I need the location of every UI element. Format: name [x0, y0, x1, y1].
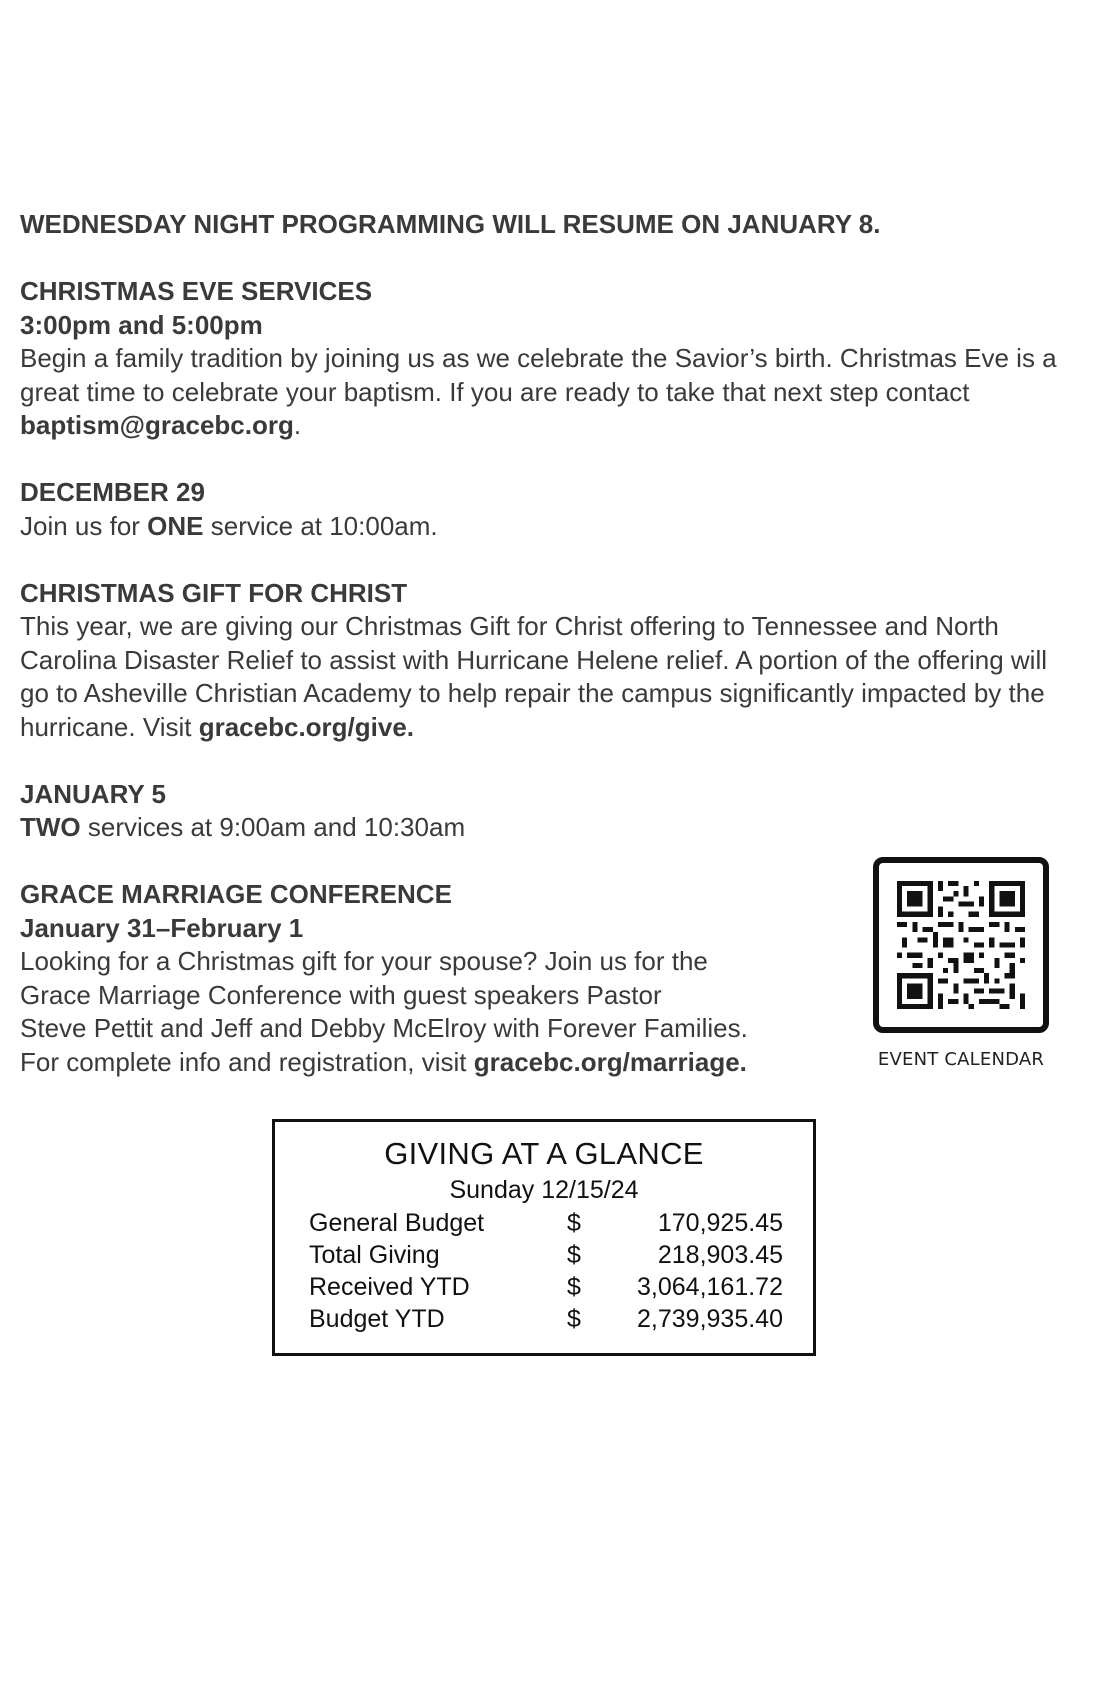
gift-heading: CHRISTMAS GIFT FOR CHRIST [20, 577, 408, 608]
jan5-heading: JANUARY 5 [20, 778, 166, 809]
giving-title: GIVING AT A GLANCE [384, 1136, 704, 1171]
wednesday-notice: WEDNESDAY NIGHT PROGRAMMING WILL RESUME ON JANUARY 8. [20, 209, 881, 239]
christmas-eve-section [20, 275, 1080, 443]
christmas-eve-period: . [293, 410, 302, 440]
row-currency: $ [567, 1209, 581, 1237]
dec29-post: service at 10:00am. [203, 510, 438, 541]
row-currency: $ [567, 1273, 581, 1301]
marriage-line-3: Steve Pettit and Jeff and Debby McElroy with Forever Families. [20, 1013, 748, 1043]
table-row [309, 1303, 783, 1335]
marriage-section [20, 878, 820, 1079]
row-amount: 2,739,935.40 [637, 1305, 783, 1333]
row-label: Total Giving [309, 1241, 440, 1269]
baptism-email-link[interactable]: baptism@gracebc.org [20, 410, 294, 440]
gift-text: This year, we are giving our Christmas Gift for Christ offering to Tennessee and North Carolina Disaster Relief to assist with Hurricane Helene relief. A portion of the offering will go to Asheville Christian Academy to help repair the campus significantly impacted by the hurricane. Visit [20, 611, 1047, 742]
jan5-emphasis: TWO [20, 812, 81, 842]
table-row [309, 1239, 783, 1271]
dec29-heading: DECEMBER 29 [20, 477, 205, 507]
jan5-section [20, 778, 1080, 845]
row-label: Received YTD [309, 1273, 470, 1301]
row-amount: 3,064,161.72 [637, 1273, 783, 1301]
christmas-eve-body [20, 342, 1080, 443]
gift-section [20, 577, 1080, 745]
qr-frame [873, 857, 1049, 1033]
marriage-dates: January 31–February 1 [20, 912, 304, 943]
dec29-body [20, 510, 1080, 544]
row-label: Budget YTD [309, 1305, 445, 1333]
gift-body [20, 610, 1080, 744]
dec29-emphasis: ONE [147, 510, 204, 541]
giving-table [309, 1207, 783, 1335]
marriage-line-2: Grace Marriage Conference with guest speakers Pastor [20, 979, 662, 1010]
christmas-eve-heading: CHRISTMAS EVE SERVICES [20, 276, 373, 306]
row-currency: $ [567, 1241, 581, 1269]
jan5-body [20, 811, 1080, 845]
event-calendar-qr[interactable] [873, 857, 1049, 1070]
table-row [309, 1207, 783, 1239]
dec29-section [20, 476, 1080, 543]
row-currency: $ [567, 1305, 581, 1333]
row-amount: 218,903.45 [657, 1241, 783, 1269]
dec29-pre: Join us for [20, 510, 148, 541]
give-link[interactable]: gracebc.org/give. [198, 711, 415, 742]
row-label: General Budget [309, 1209, 485, 1237]
table-row [309, 1271, 783, 1303]
qr-code-icon [897, 881, 1025, 1009]
christmas-eve-text: Begin a family tradition by joining us as we celebrate the Savior’s birth. Christmas Eve is a great time to celebrate your baptism. If you are ready to take that next step contact [20, 343, 1057, 407]
marriage-line-4-text: For complete info and registration, visit [20, 1046, 474, 1077]
christmas-eve-times: 3:00pm and 5:00pm [20, 309, 263, 340]
marriage-link[interactable]: gracebc.org/marriage. [473, 1046, 747, 1077]
marriage-line-4 [20, 1046, 820, 1080]
giving-date: Sunday 12/15/24 [449, 1176, 639, 1204]
giving-at-a-glance-box [272, 1119, 816, 1356]
marriage-line-1: Looking for a Christmas gift for your spouse? Join us for the [20, 946, 708, 976]
row-amount: 170,925.45 [657, 1209, 783, 1237]
qr-label: EVENT CALENDAR [877, 1049, 1045, 1070]
jan5-post: services at 9:00am and 10:30am [80, 812, 466, 842]
marriage-heading: GRACE MARRIAGE CONFERENCE [20, 879, 452, 909]
